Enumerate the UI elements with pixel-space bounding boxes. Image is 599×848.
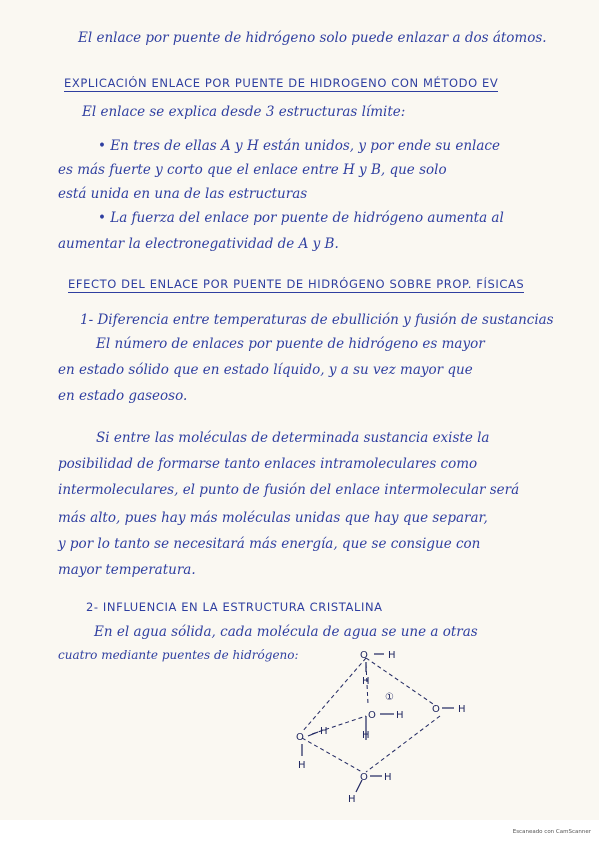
text-line: El enlace se explica desde 3 estructuras límite: bbox=[82, 104, 406, 120]
hydrogen-atom-label: H bbox=[396, 710, 404, 721]
hydrogen-atom-label: H bbox=[388, 650, 396, 661]
oxygen-atom-label: O bbox=[296, 732, 304, 743]
text-line: es más fuerte y corto que el enlace entre H y B, que solo bbox=[58, 162, 447, 178]
subsection-heading: 1- Diferencia entre temperaturas de ebullición y fusión de sustancias bbox=[80, 312, 554, 328]
text-line: en estado sólido que en estado líquido, y a su vez mayor que bbox=[58, 362, 473, 378]
text-line: y por lo tanto se necesitará más energía, que se consigue con bbox=[58, 536, 481, 552]
oxygen-atom-label: O bbox=[360, 772, 368, 783]
hydrogen-atom-label: H bbox=[384, 772, 392, 783]
hydrogen-atom-label: H bbox=[362, 676, 370, 687]
ice-structure-diagram bbox=[262, 640, 492, 820]
text-line: posibilidad de formarse tanto enlaces intramoleculares como bbox=[58, 456, 478, 472]
scanner-watermark: Escaneado con CamScanner bbox=[512, 829, 591, 835]
text-line: aumentar la electronegatividad de A y B. bbox=[58, 236, 339, 252]
section-heading: EXPLICACIÓN ENLACE POR PUENTE DE HIDROGENO CON MÉTODO EV bbox=[64, 76, 499, 90]
oxygen-atom-label: O bbox=[432, 704, 440, 715]
hydrogen-atom-label: H bbox=[458, 704, 466, 715]
oxygen-atom-label: O bbox=[368, 710, 376, 721]
text-line: El número de enlaces por puente de hidrógeno es mayor bbox=[96, 336, 485, 352]
hydrogen-atom-label: H bbox=[298, 760, 306, 771]
text-line: • La fuerza del enlace por puente de hidrógeno aumenta al bbox=[98, 210, 504, 226]
circled-one-label: ① bbox=[385, 692, 394, 703]
section-heading: EFECTO DEL ENLACE POR PUENTE DE HIDRÓGENO SOBRE PROP. FÍSICAS bbox=[68, 277, 525, 291]
text-line: En el agua sólida, cada molécula de agua se une a otras bbox=[94, 624, 478, 640]
text-line: • En tres de ellas A y H están unidos, y por ende su enlace bbox=[98, 138, 500, 154]
hydrogen-atom-label: H bbox=[320, 726, 328, 737]
text-line: está unida en una de las estructuras bbox=[58, 186, 308, 202]
text-line: mayor temperatura. bbox=[58, 562, 196, 578]
text-line: en estado gaseoso. bbox=[58, 388, 188, 404]
subsection-heading: 2- INFLUENCIA EN LA ESTRUCTURA CRISTALINA bbox=[86, 600, 383, 614]
text-line: Si entre las moléculas de determinada sustancia existe la bbox=[96, 430, 490, 446]
oxygen-atom-label: O bbox=[360, 650, 368, 661]
text-line: El enlace por puente de hidrógeno solo puede enlazar a dos átomos. bbox=[78, 30, 547, 46]
text-line: cuatro mediante puentes de hidrógeno: bbox=[58, 648, 299, 662]
text-line: más alto, pues hay más moléculas unidas que hay que separar, bbox=[58, 510, 488, 526]
text-line: intermoleculares, el punto de fusión del enlace intermolecular será bbox=[58, 482, 520, 498]
hydrogen-atom-label: H bbox=[348, 794, 356, 805]
hydrogen-atom-label: H bbox=[362, 730, 370, 741]
